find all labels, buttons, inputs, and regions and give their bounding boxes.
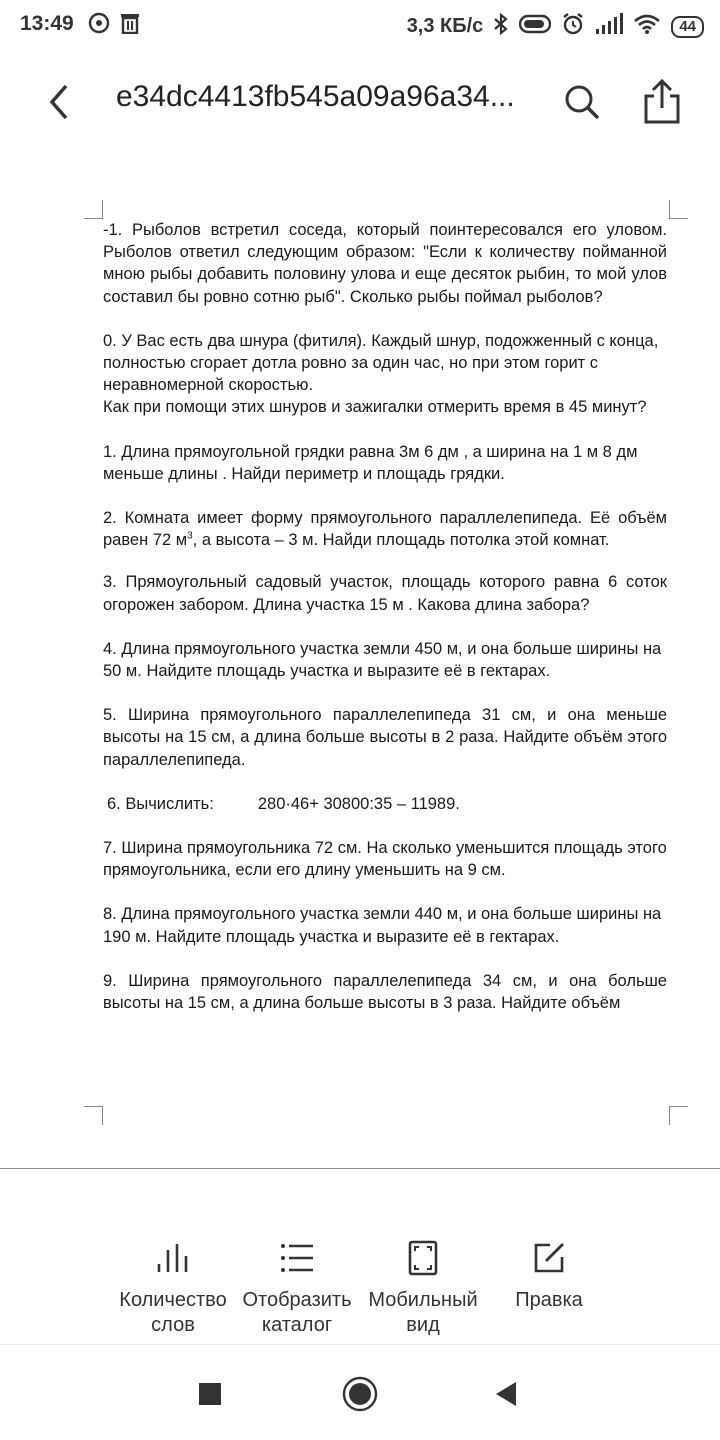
- status-bar: [0, 0, 720, 50]
- search-button[interactable]: [560, 80, 604, 124]
- paragraph-task-8: 8. Длина прямоугольного участка земли 440 м, и она больше ширины на 190 м. Найдите площадь участка и выразите её в гектарах.: [103, 905, 662, 946]
- toolbar-divider: [0, 1168, 720, 1169]
- wifi-icon: [633, 13, 661, 40]
- paragraph-task-0-line: 0. У Вас есть два шнура (фитиля). Каждый шнур, подожженный с конца, полностью сгорает дотла ровно за один час, но при этом горит с неравномерной скоростью.: [103, 331, 659, 395]
- page-corner-mark: [84, 1106, 103, 1125]
- bottom-toolbar: [0, 1228, 720, 1340]
- back-icon: [494, 1380, 518, 1408]
- status-time: 13:49: [20, 12, 74, 35]
- paragraph-task-6: [103, 793, 667, 815]
- bluetooth-icon: [493, 12, 509, 41]
- home-button[interactable]: [338, 1372, 382, 1416]
- nav-divider: [0, 1344, 720, 1345]
- word-count-button[interactable]: [108, 1228, 238, 1338]
- nav-back-button[interactable]: [484, 1372, 528, 1416]
- paragraph-task-minus-1: -1. Рыболов встретил соседа, который поинтересовался его уловом. Рыболов ответил следующим образом: "Если к количеству пойманной мною рыбы добавить половину улова и еще десяток рыбин, то мой улов составил бы ровно сотню рыб". Сколько рыбы поймал рыболов?: [103, 221, 667, 306]
- page-corner-mark: [669, 1106, 688, 1125]
- home-icon: [342, 1376, 378, 1412]
- edit-button[interactable]: [484, 1228, 614, 1313]
- document-content[interactable]: [103, 219, 667, 1081]
- calc-label: 6. Вычислить:: [107, 794, 214, 813]
- mobile-view-button[interactable]: [358, 1228, 488, 1338]
- page-corner-mark: [669, 200, 688, 219]
- alarm-icon: [561, 12, 585, 41]
- share-button[interactable]: [640, 78, 684, 126]
- recent-apps-button[interactable]: [188, 1372, 232, 1416]
- edit-label: Правка: [515, 1289, 583, 1311]
- paragraph-task-2-text: 2. Комната имеет форму прямоугольного параллелепипеда. Её объём равен 72 м: [103, 509, 667, 550]
- paragraph-task-2: [103, 507, 667, 551]
- word-count-label: Количество слов: [119, 1289, 227, 1336]
- document-title: e34dc4413fb545a09a96a34...: [116, 80, 515, 113]
- toggle-icon: [519, 14, 551, 39]
- paragraph-task-1: 1. Длина прямоугольной грядки равна 3м 6 дм , а ширина на 1 м 8 дм меньше длины . Найди периметр и площадь грядки.: [103, 442, 638, 483]
- vinyl-icon: [88, 12, 110, 39]
- signal-icon: [595, 13, 623, 40]
- paragraph-task-4: 4. Длина прямоугольного участка земли 450 м, и она больше ширины на 50 м. Найдите площадь участка и выразите её в гектарах.: [103, 639, 662, 681]
- network-speed: 3,3 КБ/с: [406, 15, 484, 37]
- battery-icon: 44: [671, 16, 704, 38]
- back-button[interactable]: [40, 80, 80, 124]
- mobile-view-label: Мобильный вид: [368, 1289, 478, 1336]
- paragraph-task-5: 5. Ширина прямоугольного параллелепипеда 31 см, и она меньше высоты на 15 см, а длина больше высоты в 2 раза. Найдите объём этого параллелепипеда.: [103, 706, 667, 769]
- paragraph-task-9: 9. Ширина прямоугольного параллелепипеда 34 см, и она больше высоты на 15 см, а длина больше высоты в 3 раза. Найдите объём: [103, 971, 667, 1013]
- calc-expression: 280·46+ 30800:35 – 11989.: [257, 794, 460, 813]
- show-catalog-label: Отобразить каталог: [242, 1289, 352, 1336]
- back-arrow-icon: [40, 80, 80, 124]
- system-nav-bar: [0, 1348, 720, 1440]
- superscript-3: 3: [187, 530, 193, 542]
- search-icon: [560, 80, 604, 124]
- page-corner-mark: [84, 200, 103, 219]
- paragraph-task-2-text-end: , а высота – 3 м. Найди площадь потолка этой комнат.: [192, 531, 610, 550]
- paragraph-task-3: 3. Прямоугольный садовый участок, площадь которого равна 6 соток огорожен забором. Длина участка 15 м . Какова длина забора?: [103, 573, 667, 614]
- trash-icon: [120, 12, 140, 39]
- show-catalog-button[interactable]: [232, 1228, 362, 1338]
- paragraph-task-0: [103, 330, 667, 419]
- phone-frame-icon: [408, 1240, 438, 1276]
- paragraph-task-7: 7. Ширина прямоугольника 72 см. На сколько уменьшится площадь этого прямоугольника, если его длину уменьшить на 9 см.: [103, 839, 667, 880]
- paragraph-task-0-question: Как при помощи этих шнуров и зажигалки отмерить время в 45 минут?: [103, 398, 647, 417]
- share-icon: [640, 78, 684, 126]
- edit-pencil-icon: [532, 1241, 566, 1275]
- recent-apps-icon: [198, 1382, 222, 1406]
- list-icon: [279, 1241, 315, 1275]
- bar-chart-icon: [155, 1240, 191, 1276]
- app-bar: [0, 66, 720, 138]
